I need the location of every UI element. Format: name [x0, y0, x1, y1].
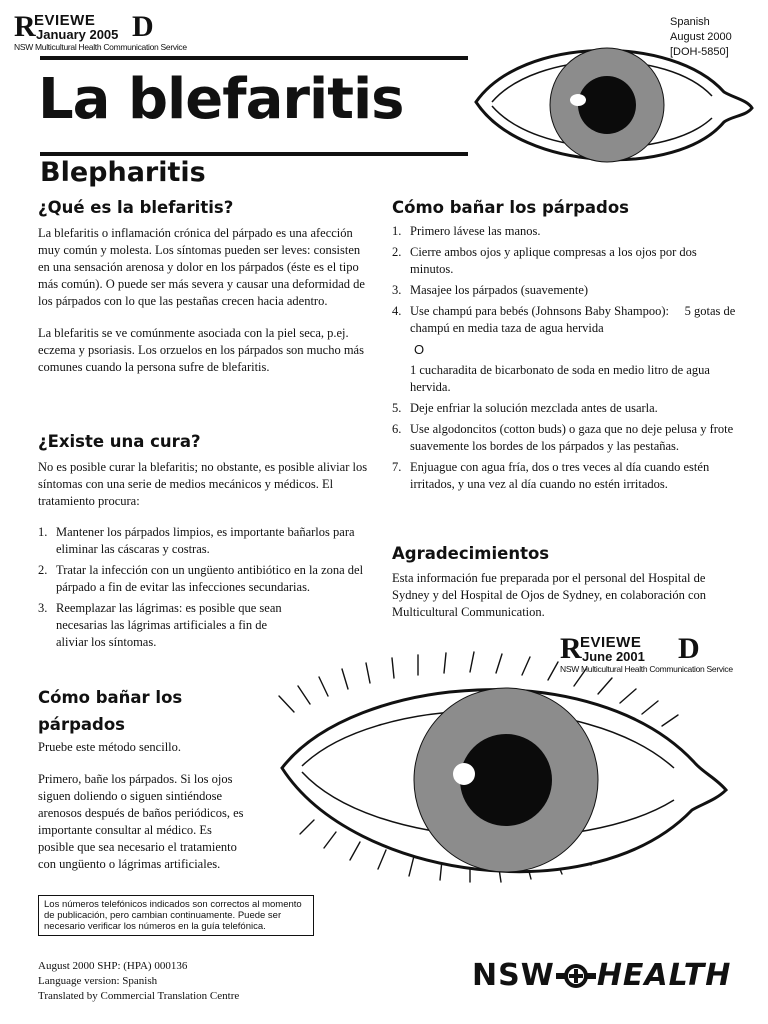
list-item-text: Tratar la infección con un ungüento antibiótico en la zona del párpado a fin de evitar las infecciones secundarias. [56, 563, 364, 594]
stamp-service: NSW Multicultural Health Communication Service [560, 664, 733, 674]
stamp-date: January 2005 [36, 27, 119, 42]
section-bathe-left-body [38, 739, 250, 873]
section-bathe-left-paragraph-1: Pruebe este método sencillo. [38, 740, 182, 754]
bathe-steps-list [392, 223, 739, 337]
list-item [392, 223, 736, 240]
list-item-text: Use algodoncitos (cotton buds) o gaza que no deje pelusa y frote suavemente los bordes de los párpados y las pestañas. [410, 422, 734, 453]
list-item [38, 600, 286, 651]
list-item-text: Masajee los párpados (suavemente) [410, 283, 589, 297]
list-item-text: Cierre ambos ojos y aplique compresas a los ojos por dos minutos. [410, 245, 697, 276]
list-item-text: Reemplazar las lágrimas: es posible que sean necesarias las lágrimas artificiales a fin de aliviar los síntomas. [56, 601, 282, 649]
reviewed-stamp-top [14, 10, 187, 54]
section-bathe-right-heading: Cómo bañar los párpados [392, 198, 629, 217]
list-item [392, 459, 736, 493]
section-what-body [38, 225, 370, 376]
stamp-reviewed-text: EVIEWE [34, 12, 96, 29]
list-item-number: 7. [392, 460, 402, 474]
title-bottom-rule [40, 152, 468, 156]
page-title: La blefaritis [38, 67, 404, 132]
bathe-steps-list-continued [392, 400, 736, 493]
nsw-health-logo [472, 958, 731, 993]
list-item-text: Mantener los párpados limpios, es importante bañarlos para eliminar las cáscaras y costras. [56, 525, 355, 556]
list-item-number: 6. [392, 422, 402, 436]
footer-line-1: August 2000 SHP: (HPA) 000136 [38, 960, 188, 972]
footer-line-3: Translated by Commercial Translation Centre [38, 990, 240, 1002]
section-what-paragraph-1: La blefaritis o inflamación crónica del párpado es una afección muy común y molesta. Los síntomas pueden ser leves: consisten en una sensación arenosa y dolor en los párpados (éste es el tipo más común). O puede ser más severa y causar una deformidad de los párpados con lo que las pestañas crecen hacia adentro. [38, 226, 365, 308]
list-item-text: Deje enfriar la solución mezclada antes de usarla. [410, 401, 658, 415]
section-thanks-text: Esta información fue preparada por el personal del Hospital de Sydney y del Hospital de Ojos de Sydney, en colaboración con Multicultural Communication. [392, 571, 707, 619]
list-item-number: 5. [392, 401, 402, 415]
list-item-number: 3. [392, 283, 402, 297]
alternative-solution: 1 cucharadita de bicarbonato de soda en medio litro de agua hervida. [410, 363, 710, 394]
cure-list [38, 524, 370, 651]
list-item [392, 244, 736, 278]
page-subtitle: Blepharitis [40, 157, 206, 188]
footer-line-2: Language version: Spanish [38, 975, 158, 987]
list-item-number: 2. [392, 245, 402, 259]
stamp-d-letter: D [678, 632, 700, 665]
logo-health-text: HEALTH [596, 958, 732, 993]
list-item-number: 2. [38, 563, 48, 577]
section-cure-heading: ¿Existe una cura? [38, 432, 201, 451]
meta-date: August 2000 [670, 31, 732, 43]
section-thanks-heading: Agradecimientos [392, 544, 550, 563]
stamp-r-letter: R [14, 10, 36, 43]
section-what-paragraph-2: La blefaritis se ve comúnmente asociada con la piel seca, p.ej. eczema y psoriasis. Los orzuelos en los párpados son mucho más comunes cuando la persona sufre de blefaritis. [38, 326, 364, 374]
section-cure-body [38, 459, 370, 655]
list-item-number: 4. [392, 304, 402, 318]
list-item-number: 1. [38, 525, 48, 539]
list-item [392, 400, 736, 417]
phone-note-box: Los números telefónicos indicados son correctos al momento de publicación, pero cambian continuamente. Puede ser necesario verificar los números en la guía telefónica. [38, 895, 314, 936]
list-item [392, 303, 739, 337]
list-item [392, 421, 736, 455]
eye-illustration-top [462, 36, 762, 186]
stamp-r-letter: R [560, 632, 582, 665]
section-bathe-left-paragraph-2: Primero, bañe los párpados. Si los ojos siguen doliendo o siguen sintiéndose arenosos después de baños periódicos, es importante consultar al médico. Es posible que sea necesario el tratamiento con ungüento o lágrimas artificiales. [38, 772, 244, 871]
or-word: O [414, 342, 425, 357]
section-what-heading: ¿Qué es la blefaritis? [38, 198, 234, 217]
eye-illustration-bottom [264, 650, 740, 920]
list-item-number: 3. [38, 601, 48, 615]
meta-language: Spanish [670, 16, 710, 28]
title-top-rule [40, 56, 468, 60]
stamp-reviewed-text: EVIEWE [580, 634, 642, 651]
list-item-text: Primero lávese las manos. [410, 224, 541, 238]
list-item [38, 562, 370, 596]
logo-nsw-text: NSW [472, 958, 555, 993]
section-bathe-left-heading: Cómo bañar los párpados [38, 688, 183, 734]
list-item [38, 524, 370, 558]
section-bathe-right-body [392, 223, 739, 497]
list-item-text: Enjuague con agua fría, dos o tres veces al día cuando estén irritados, y una vez al día cuando no estén irritados. [410, 460, 710, 491]
stamp-service: NSW Multicultural Health Communication Service [14, 42, 187, 52]
section-cure-intro: No es posible curar la blefaritis; no obstante, es posible aliviar los síntomas con una serie de medios mecánicos y médicos. El tratamiento procura: [38, 460, 368, 508]
reviewed-stamp-middle [560, 632, 733, 676]
waratah-emblem-icon [556, 959, 596, 993]
stamp-date: June 2001 [582, 649, 645, 664]
stamp-d-letter: D [132, 10, 154, 43]
footer [38, 959, 239, 1004]
list-item-text: Use champú para bebés (Johnsons Baby Shampoo): 5 gotas de champú en media taza de agua hervida [410, 304, 739, 335]
meta-code: [DOH-5850] [670, 46, 729, 58]
list-item [392, 282, 736, 299]
list-item-number: 1. [392, 224, 402, 238]
